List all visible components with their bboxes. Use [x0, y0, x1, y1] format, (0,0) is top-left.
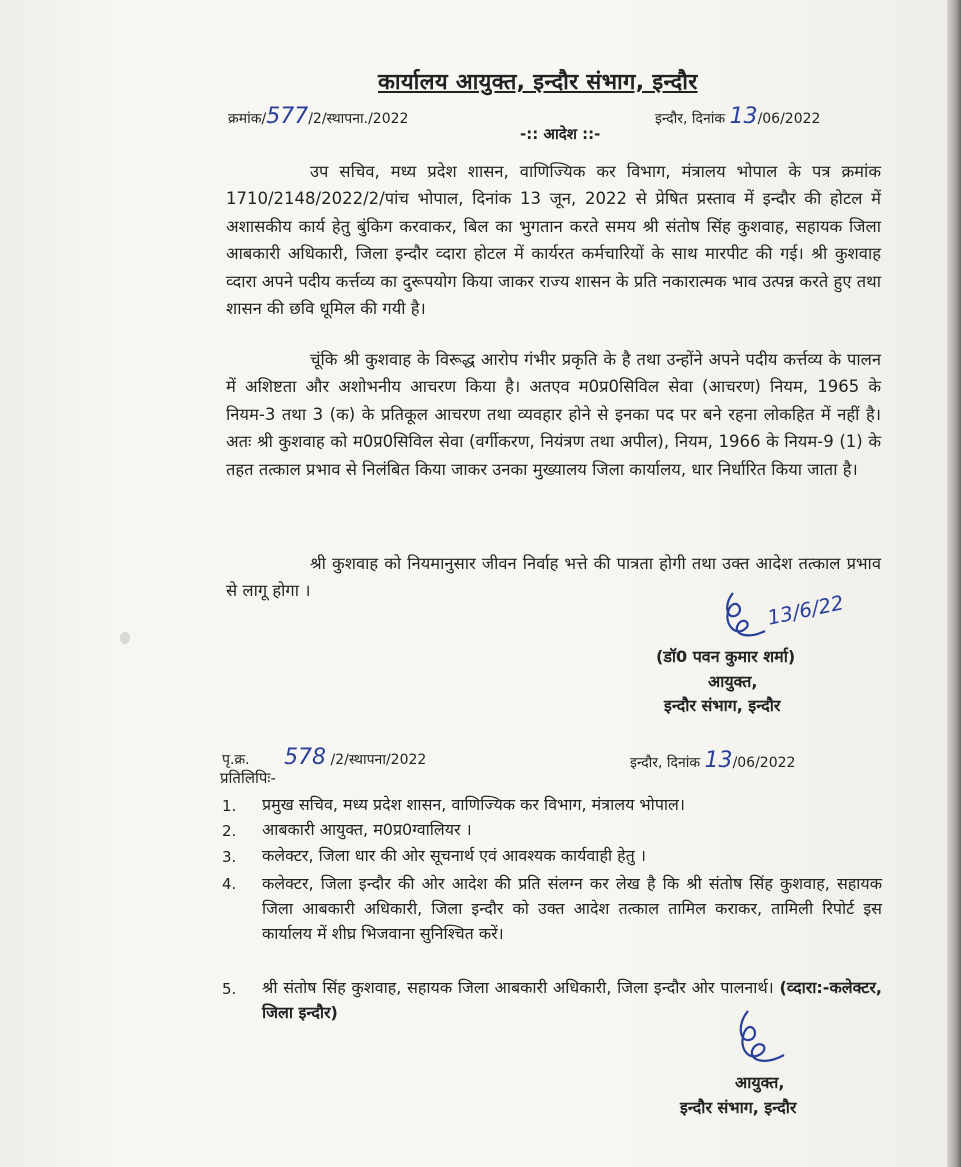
copy-item-number: 3.: [222, 848, 237, 866]
order-date-line: [655, 104, 820, 129]
signature-2-office: इन्दौर संभाग, इन्दौर: [680, 1098, 797, 1117]
signatory-office: इन्दौर संभाग, इन्दौर: [664, 696, 781, 715]
paragraph-2: [226, 346, 881, 483]
endorsement-date-line: [630, 748, 795, 773]
copy-item-number: 5.: [222, 980, 237, 998]
paragraph-3-text: श्री कुशवाह को नियमानुसार जीवन निर्वाह भत्ते की पात्रता होगी तथा उक्त आदेश तत्काल प्रभाव से लागू होगा ।: [226, 554, 881, 601]
copy-item-number: 1.: [222, 797, 237, 815]
order-ref-suffix: /2/स्थापना./2022: [308, 111, 409, 127]
handwritten-signature-2: [728, 1005, 798, 1071]
signature-1-date: 13/6/22: [765, 590, 846, 630]
paragraph-1: [226, 158, 881, 322]
copy-item-text: आबकारी आयुक्त, म0प्र0ग्वालियर ।: [262, 820, 472, 839]
copy-item-text: श्री संतोष सिंह कुशवाह, सहायक जिला आबकारी अधिकारी, जिला इन्दौर ओर पालनार्थ।: [262, 978, 774, 997]
endorsement-ref-line: [222, 745, 426, 770]
endorsement-date-prefix: इन्दौर, दिनांक: [630, 755, 701, 771]
copy-to-label: प्रतिलिपिः-: [220, 769, 276, 787]
paper-speck: [120, 632, 130, 644]
order-heading: -:: आदेश ::-: [520, 125, 601, 143]
signatory-name: (डॉ0 पवन कुमार शर्मा): [656, 647, 796, 666]
copy-item-number: 2.: [222, 822, 237, 840]
copy-item-text: प्रमुख सचिव, मध्य प्रदेश शासन, वाणिज्यिक कर विभाग, मंत्रालय भोपाल।: [262, 795, 685, 814]
signatory-designation: आयुक्त,: [708, 672, 758, 691]
signature-2-designation: आयुक्त,: [735, 1073, 785, 1092]
copy-item-text: कलेक्टर, जिला इन्दौर की ओर आदेश की प्रति संलग्न कर लेख है कि श्री संतोष सिंह कुशवाह, सहायक जिला आबकारी अधिकारी, जिला इन्दौर को उक्त आदेश तत्काल तामिल कराकर, तामिली रिपोर्ट इस कार्यालय में शीघ्र भिजवाना सुनिश्चित करें।: [262, 874, 882, 943]
paragraph-2-text: चूंकि श्री कुशवाह के विरूद्ध आरोप गंभीर प्रकृति के है तथा उन्होंने अपने पदीय कर्त्तव्य के पालन में अशिष्टता और अशोभनीय आचरण किया है। अतएव म0प्र0सिविल सेवा (आचरण) नियम, 1965 के नियम-3 तथा 3 (क) के प्रतिकूल आचरण तथा व्यवहार होने से इनका पद पर बने रहना लोकहित में नहीं है। अतः श्री कुशवाह को म0प्र0सिविल सेवा (वर्गीकरण, नियंत्रण तथा अपील), नियम, 1966 के नियम-9 (1) के तहत तत्काल प्रभाव से निलंबित किया जाकर उनका मुख्यालय जिला कार्यालय, धार निर्धारित किया जाता है।: [226, 350, 881, 479]
endorsement-date-suffix: /06/2022: [732, 755, 796, 771]
endorsement-ref-prefix: पृ.क्र.: [222, 752, 250, 768]
office-title: कार्यालय आयुक्त, इन्दौर संभाग, इन्दौर: [378, 70, 698, 95]
order-ref-prefix: क्रमांक/: [228, 111, 267, 127]
endorsement-date-day: 13: [704, 748, 733, 773]
order-ref-line: [228, 104, 408, 129]
page-edge-shadow: [947, 0, 961, 1167]
copy-item-number: 4.: [222, 875, 237, 893]
paragraph-1-text: उप सचिव, मध्य प्रदेश शासन, वाणिज्यिक कर विभाग, मंत्रालय भोपाल के पत्र क्रमांक 1710/2148/2022/2/पांच भोपाल, दिनांक 13 जून, 2022 से प्रेषित प्रस्ताव में इन्दौर की होटल में अशासकीय कार्य हेतु बुंकिग करवाकर, बिल का भुगतान करते समय श्री संतोष सिंह कुशवाह, सहायक जिला आबकारी अधिकारी, जिला इन्दौर व्दारा होटल में कार्यरत कर्मचारियों के साथ मारपीट की गई। श्री कुशवाह व्दारा अपने पदीय कर्त्तव्य का दुरूपयोग किया जाकर राज्य शासन के प्रति नकारात्मक भाव उत्पन्न करते हुए तथा शासन की छवि धूमिल की गयी है।: [226, 162, 881, 319]
order-date-day: 13: [729, 104, 758, 129]
endorsement-ref-suffix: /2/स्थापना/2022: [330, 752, 427, 768]
copy-item-text: कलेक्टर, जिला धार की ओर सूचनार्थ एवं आवश्यक कार्यवाही हेतु ।: [262, 846, 646, 865]
endorsement-ref-number: 578: [284, 745, 327, 770]
order-date-suffix: /06/2022: [757, 111, 821, 127]
order-ref-number: 577: [266, 104, 309, 129]
order-date-prefix: इन्दौर, दिनांक: [655, 111, 726, 127]
copy-item-note: (व्दारा:-कलेक्टर, जिला इन्दौर): [262, 978, 882, 1022]
